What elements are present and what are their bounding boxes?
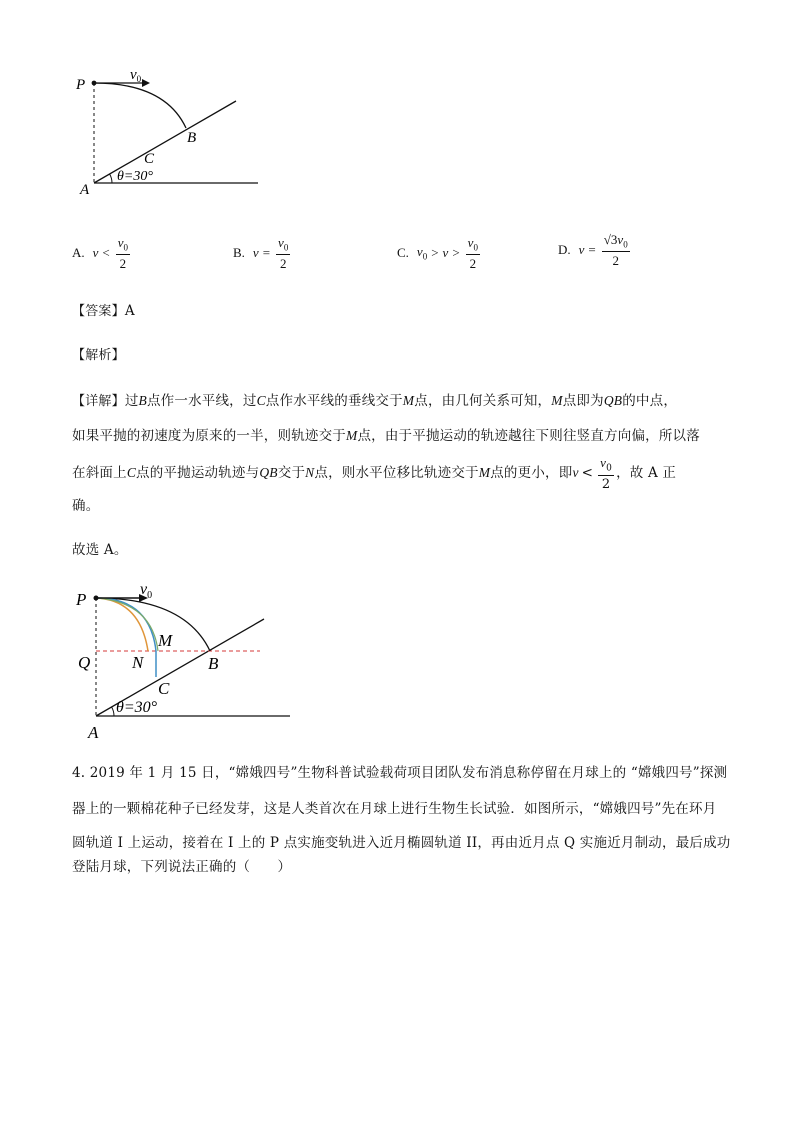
v0-arrowhead <box>142 79 150 87</box>
option-c-op1: > <box>431 244 439 260</box>
detail-line-4: 确。 <box>72 498 100 514</box>
label-v0: $v_0$ <box>140 581 153 601</box>
label-c: C <box>144 151 155 167</box>
option-d-var: v <box>578 241 585 257</box>
option-c-left: $v_0$ <box>416 244 428 262</box>
option-c[interactable] <box>397 236 482 270</box>
label-v0: $v_0$ <box>130 67 142 84</box>
option-b[interactable] <box>233 236 292 270</box>
label-b: B <box>187 130 197 146</box>
question-4-line-4: 登陆月球，下列说法正确的（ ） <box>72 859 292 875</box>
label-a: A <box>80 182 90 198</box>
option-d-label: D. <box>558 241 571 257</box>
option-c-var: v <box>442 244 449 260</box>
answer-tag: 【答案】 <box>72 304 125 319</box>
option-a-label: A. <box>72 244 85 260</box>
option-c-label: C. <box>397 244 409 260</box>
label-p: P <box>76 77 86 93</box>
option-c-fraction: $\frac{v_0}{2}$ <box>467 235 478 271</box>
trajectory-orange <box>96 598 148 651</box>
detail-line-3: 在斜面上 C 点的平抛运动轨迹与 QB 交于 N 点，则水平位移比轨迹交于 M 点的更小，即 v < $\frac{v_0}{2}$ ，故 A 正 <box>72 455 677 492</box>
figure-2 <box>70 578 300 743</box>
conclusion: 故选 A。 <box>72 542 128 558</box>
option-b-op: = <box>262 244 271 260</box>
option-d[interactable] <box>558 233 632 267</box>
answer-value: A <box>124 303 135 319</box>
question-4-line-1: 4. 2019 年 1 月 15 日，“嫦娥四号”生物科普试验载荷项目团队发布消息称停留在月球上的 “嫦娥四号”探测 <box>72 765 728 781</box>
trajectory-curve <box>94 83 186 128</box>
point-p-dot <box>92 81 97 86</box>
trajectory-full <box>96 598 210 651</box>
option-a[interactable] <box>72 236 132 270</box>
option-b-var: v <box>252 244 259 260</box>
detail-fraction: $\frac{v_0}{2}$ <box>600 455 613 492</box>
incline-line <box>94 101 236 183</box>
label-p: P <box>76 590 87 609</box>
angle-arc <box>110 174 112 183</box>
option-a-fraction: $\frac{v_0}{2}$ <box>117 235 129 271</box>
label-b: B <box>208 654 219 673</box>
option-b-fraction: $\frac{v_0}{2}$ <box>278 235 289 271</box>
label-n: N <box>132 653 144 672</box>
option-c-op2: > <box>452 244 460 260</box>
option-d-op: = <box>588 241 596 257</box>
label-q: Q <box>78 653 91 672</box>
answer-line <box>72 296 135 327</box>
question-4-line-2: 器上的一颗棉花种子已经发芽，这是人类首次在月球上进行生物生长试验．如图所示，“嫦娥四号”先在环月 <box>72 801 717 817</box>
trajectory-green <box>96 598 158 651</box>
option-a-op: < <box>102 244 110 260</box>
label-a: A <box>88 723 99 742</box>
detail-line-1: 【详解】过B点作一水平线，过C点作水平线的垂线交于M点，由几何关系可知，M点即为QB的中点， <box>72 393 678 409</box>
label-angle: θ=30° <box>117 169 153 184</box>
option-b-label: B. <box>233 244 245 260</box>
label-c: C <box>158 679 170 698</box>
option-a-var: v <box>92 244 99 260</box>
figure-1 <box>70 65 270 200</box>
point-p-dot <box>94 596 99 601</box>
label-angle: θ=30° <box>116 699 158 716</box>
label-m: M <box>158 631 173 650</box>
angle-arc <box>112 707 114 716</box>
analysis-tag: 【解析】 <box>72 348 125 363</box>
option-d-fraction: $\frac{√3v_0}{2}$ <box>603 232 628 268</box>
question-4-line-3: 圆轨道 I 上运动，接着在 I 上的 P 点实施变轨进入近月椭圆轨道 II，再由近月点 Q 实施近月制动，最后成功 <box>72 835 731 851</box>
detail-line-2: 如果平抛的初速度为原来的一半，则轨迹交于M点，由于平抛运动的轨迹越往下则往竖直方向偏，所以落 <box>72 428 700 444</box>
